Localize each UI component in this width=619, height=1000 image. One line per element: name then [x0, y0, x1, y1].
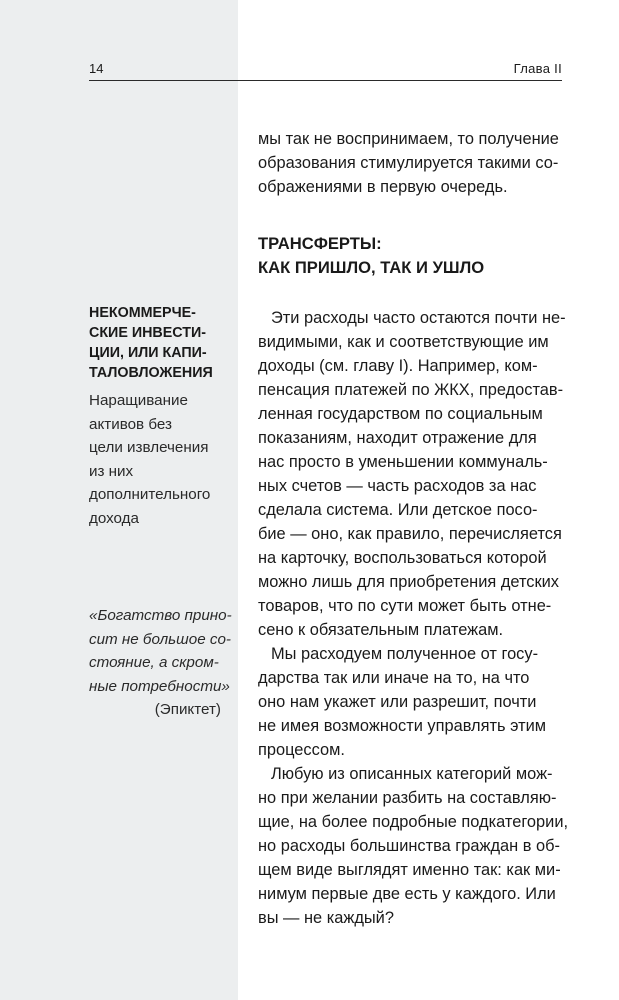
paragraph: [258, 306, 566, 642]
quote-author: (Эпиктет): [154, 701, 221, 718]
text-line: нимум первые две есть у каждого. Или: [258, 885, 556, 903]
text-line: но расходы большинства граждан в об-: [258, 837, 560, 855]
text-line: щие, на более подробные подкатегории,: [258, 813, 569, 831]
definition-line: цели извлечения: [89, 439, 209, 456]
text-line: щем виде выглядят именно так: как ми-: [258, 861, 561, 879]
text-line: не имея возможности управлять этим: [258, 717, 547, 735]
text-line: ленная государством по социальным: [258, 405, 543, 423]
definition-line: дохода: [89, 509, 139, 527]
text-line: ображениями в первую очередь.: [258, 178, 508, 196]
text-line: вы — не каждый?: [258, 909, 394, 927]
text-line: но при желании разбить на составляю-: [258, 789, 557, 807]
section-title: [258, 232, 562, 280]
sidebar-heading-line: НЕКОММЕРЧЕ-: [89, 305, 196, 321]
paragraph: [258, 762, 569, 930]
text-line: показаниям, находит отражение для: [258, 429, 537, 447]
definition-line: из них: [89, 462, 134, 480]
text-line: оно нам укажет или разрешит, почти: [258, 693, 537, 711]
sidebar-heading: [89, 303, 221, 383]
section-title-line: ТРАНСФЕРТЫ:: [258, 234, 382, 253]
sidebar-heading-line: ЦИИ, ИЛИ КАПИ-: [89, 345, 207, 361]
definition-line: активов без: [89, 415, 172, 433]
sidebar-definition: [89, 389, 221, 530]
text-line: мы так не воспринимаем, то получение: [258, 130, 559, 148]
text-line: дарства так или иначе на то, на что: [258, 669, 530, 687]
sidebar-heading-line: ТАЛОВЛОЖЕНИЯ: [89, 365, 213, 381]
text-line: образования стимулируется такими со-: [258, 154, 559, 172]
text-line: Любую из описанных категорий мож-: [271, 765, 553, 783]
chapter-title: Глава II: [513, 61, 562, 76]
text-line: Эти расходы часто остаются почти не-: [271, 309, 566, 327]
quote-line: стояние, а скром-: [89, 654, 219, 671]
section-title-line: КАК ПРИШЛО, ТАК И УШЛО: [258, 258, 485, 277]
text-line: видимыми, как и соответствующие им: [258, 333, 549, 351]
text-line: нас просто в уменьшении коммуналь-: [258, 453, 548, 471]
main-text: [258, 127, 569, 930]
text-line: можно лишь для приобретения детских: [258, 573, 559, 591]
text-line: на карточку, воспользоваться которой: [258, 549, 547, 567]
page-header: [89, 58, 562, 81]
paragraph: [258, 642, 562, 762]
definition-line: дополнительного: [89, 486, 211, 503]
definition-line: Наращивание: [89, 392, 188, 409]
sidebar-quote: [89, 604, 232, 722]
text-line: пенсация платежей по ЖКХ, предостав-: [258, 381, 564, 399]
text-line: доходы (см. главу I). Например, ком-: [258, 357, 538, 375]
text-line: сделала система. Или детское посо-: [258, 501, 538, 519]
text-line: процессом.: [258, 741, 345, 759]
quote-line: сит не большое со-: [89, 630, 231, 648]
text-line: ных счетов — часть расходов за нас: [258, 477, 537, 495]
text-line: бие — оно, как правило, перечисляется: [258, 525, 562, 543]
text-line: сено к обязательным платежам.: [258, 621, 504, 639]
quote-line: «Богатство прино-: [89, 607, 232, 624]
quote-line: ные потребности»: [89, 677, 230, 695]
text-line: товаров, что по сути может быть отне-: [258, 597, 552, 615]
text-line: Мы расходуем полученное от госу-: [271, 645, 539, 663]
intro-paragraph: [258, 127, 562, 199]
page-number: 14: [89, 61, 104, 76]
sidebar-heading-line: СКИЕ ИНВЕСТИ-: [89, 325, 207, 341]
